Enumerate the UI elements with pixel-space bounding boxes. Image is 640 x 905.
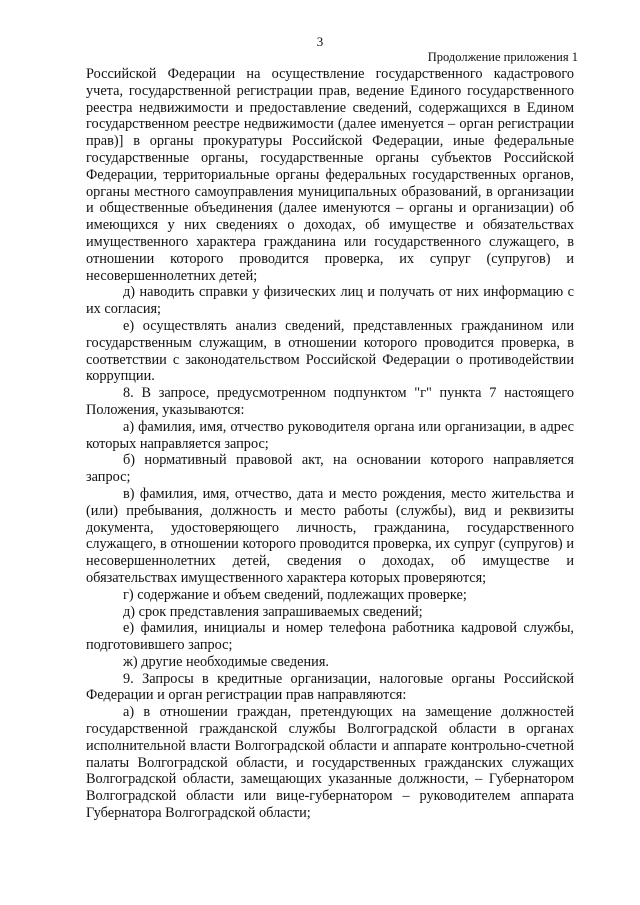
page-number: 3 [316, 34, 324, 49]
paragraph-9a: а) в отношении граждан, претендующих на замещение должностей государственной гражданской службы Волгоградской области в органах исполнительной власти Волгоградской области и аппарате контрольно-счетной палаты Волгоградской области, и государственных гражданских служащих Волгоградской области, замещающих указанные должности, – Губернатором Волгоградской области или вице-губернатором – руководителем аппарата Губернатора Волгоградской области; [86, 704, 574, 822]
paragraph-8: 8. В запросе, предусмотренном подпунктом "г" пункта 7 настоящего Положения, указываются: [86, 385, 574, 418]
paragraph-9: 9. Запросы в кредитные организации, налоговые органы Российской Федерации и орган регистрации прав направляются: [86, 670, 574, 704]
appendix-continuation-label: Продолжение приложения 1 [427, 50, 578, 64]
paragraph-8a: а) фамилия, имя, отчество руководителя органа или организации, в адрес которых направляется запрос; [86, 418, 574, 452]
paragraph-7d: д) наводить справки у физических лиц и получать от них информацию с их согласия; [86, 284, 574, 318]
paragraph-8d: д) срок представления запрашиваемых сведений; [123, 603, 423, 620]
paragraph-8b: б) нормативный правовой акт, на основании которого направляется запрос; [86, 452, 574, 486]
paragraph-8e: е) фамилия, инициалы и номер телефона работника кадровой службы, подготовившего запрос; [86, 620, 574, 654]
paragraph-8v: в) фамилия, имя, отчество, дата и место рождения, место жительства и (или) пребывания, должность и место работы (службы), вид и реквизиты документа, удостоверяющего личность, гражданина, государственного служащего, в отношении которого проводится проверка, их супруг (супругов) и несовершеннолетних детей, сведения о доходах, об имуществе и обязательствах имущественного характера которых проверяются; [86, 485, 574, 586]
paragraph-8zh: ж) другие необходимые сведения. [123, 653, 329, 670]
document-body [86, 66, 574, 822]
paragraph-continued: Российской Федерации на осуществление государственного кадастрового учета, государственной регистрации прав, ведение Единого государственного реестра недвижимости и предоставление сведений, содержащихся в Едином государственном реестре недвижимости (далее именуется – орган регистрации прав)] в органы прокуратуры Российской Федерации, иные федеральные государственные органы, государственные органы субъектов Российской Федерации, территориальные органы федеральных государственных органов, органы местного самоуправления муниципальных образований, в организации и общественные объединения (далее именуются – органы и организации) об имеющихся у них сведениях о доходах, об имуществе и обязательствах имущественного характера гражданина или государственного служащего, в отношении которого проводится проверка, их супруг (супругов) и несовершеннолетних детей; [86, 66, 574, 284]
paragraph-8g: г) содержание и объем сведений, подлежащих проверке; [123, 586, 467, 603]
paragraph-7e: е) осуществлять анализ сведений, представленных гражданином или государственным служащим, в отношении которого проводится проверка, в соответствии с законодательством Российской Федерации о противодействии коррупции. [86, 317, 574, 385]
